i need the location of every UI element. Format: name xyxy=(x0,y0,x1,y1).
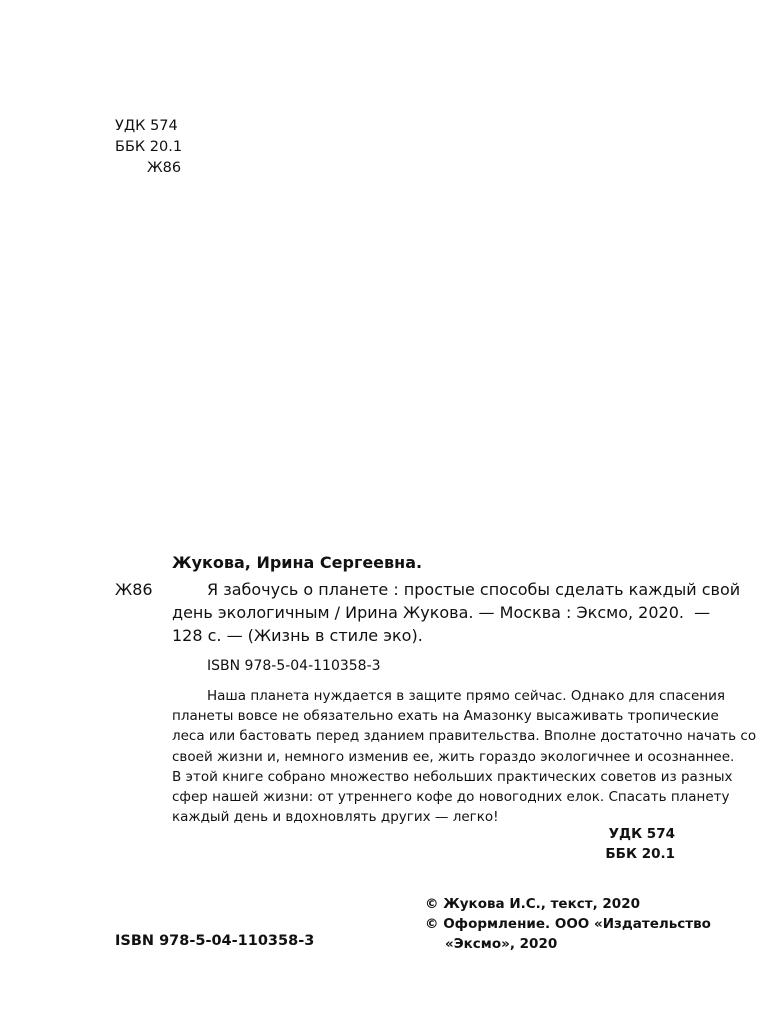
annotation-line: Наша планета нуждается в защите прямо сейчас. Однако для спасения xyxy=(207,688,725,704)
bbk-code-bottom: ББК 20.1 xyxy=(605,846,675,862)
copyright-text: © Жукова И.С., текст, 2020 xyxy=(425,896,640,912)
author-heading: Жукова, Ирина Сергеевна. xyxy=(172,553,423,572)
annotation xyxy=(172,686,757,827)
udk-code-bottom: УДК 574 xyxy=(608,826,675,842)
copyright-design: © Оформление. ООО «Издательство xyxy=(425,916,711,932)
bib-line: день экологичным / Ирина Жукова. — Москва : Эксмо, 2020. — xyxy=(172,603,711,622)
bib-line: 128 с. — (Жизнь в стиле эко). xyxy=(172,626,423,645)
annotation-line: своей жизни и, немного изменив ее, жить гораздо экологичнее и осознаннее. xyxy=(172,748,735,765)
isbn-entry: ISBN 978-5-04-110358-3 xyxy=(207,658,381,674)
classification-bottom xyxy=(560,824,675,864)
bbk-code-top: ББК 20.1 xyxy=(115,139,183,155)
copyright-design-cont: «Эксмо», 2020 xyxy=(445,936,558,952)
udk-code-top: УДК 574 xyxy=(115,118,178,134)
annotation-line: леса или бастовать перед зданием правительства. Вполне достаточно начать со xyxy=(172,728,757,745)
annotation-line: каждый день и вдохновлять других — легко! xyxy=(172,809,499,826)
bibliographic-description xyxy=(172,578,741,647)
cutter-mark-entry: Ж86 xyxy=(115,580,153,599)
annotation-line: планеты вовсе не обязательно ехать на Амазонку высаживать тропические xyxy=(172,708,719,725)
copyright-block xyxy=(425,894,711,954)
cutter-mark-top: Ж86 xyxy=(147,160,182,176)
isbn-bottom: ISBN 978-5-04-110358-3 xyxy=(115,933,315,949)
annotation-line: сфер нашей жизни: от утреннего кофе до новогодних елок. Спасать планету xyxy=(172,789,730,806)
annotation-line: В этой книге собрано множество небольших практических советов из разных xyxy=(172,768,733,785)
bib-line: Я забочусь о планете : простые способы сделать каждый свой xyxy=(207,580,741,599)
